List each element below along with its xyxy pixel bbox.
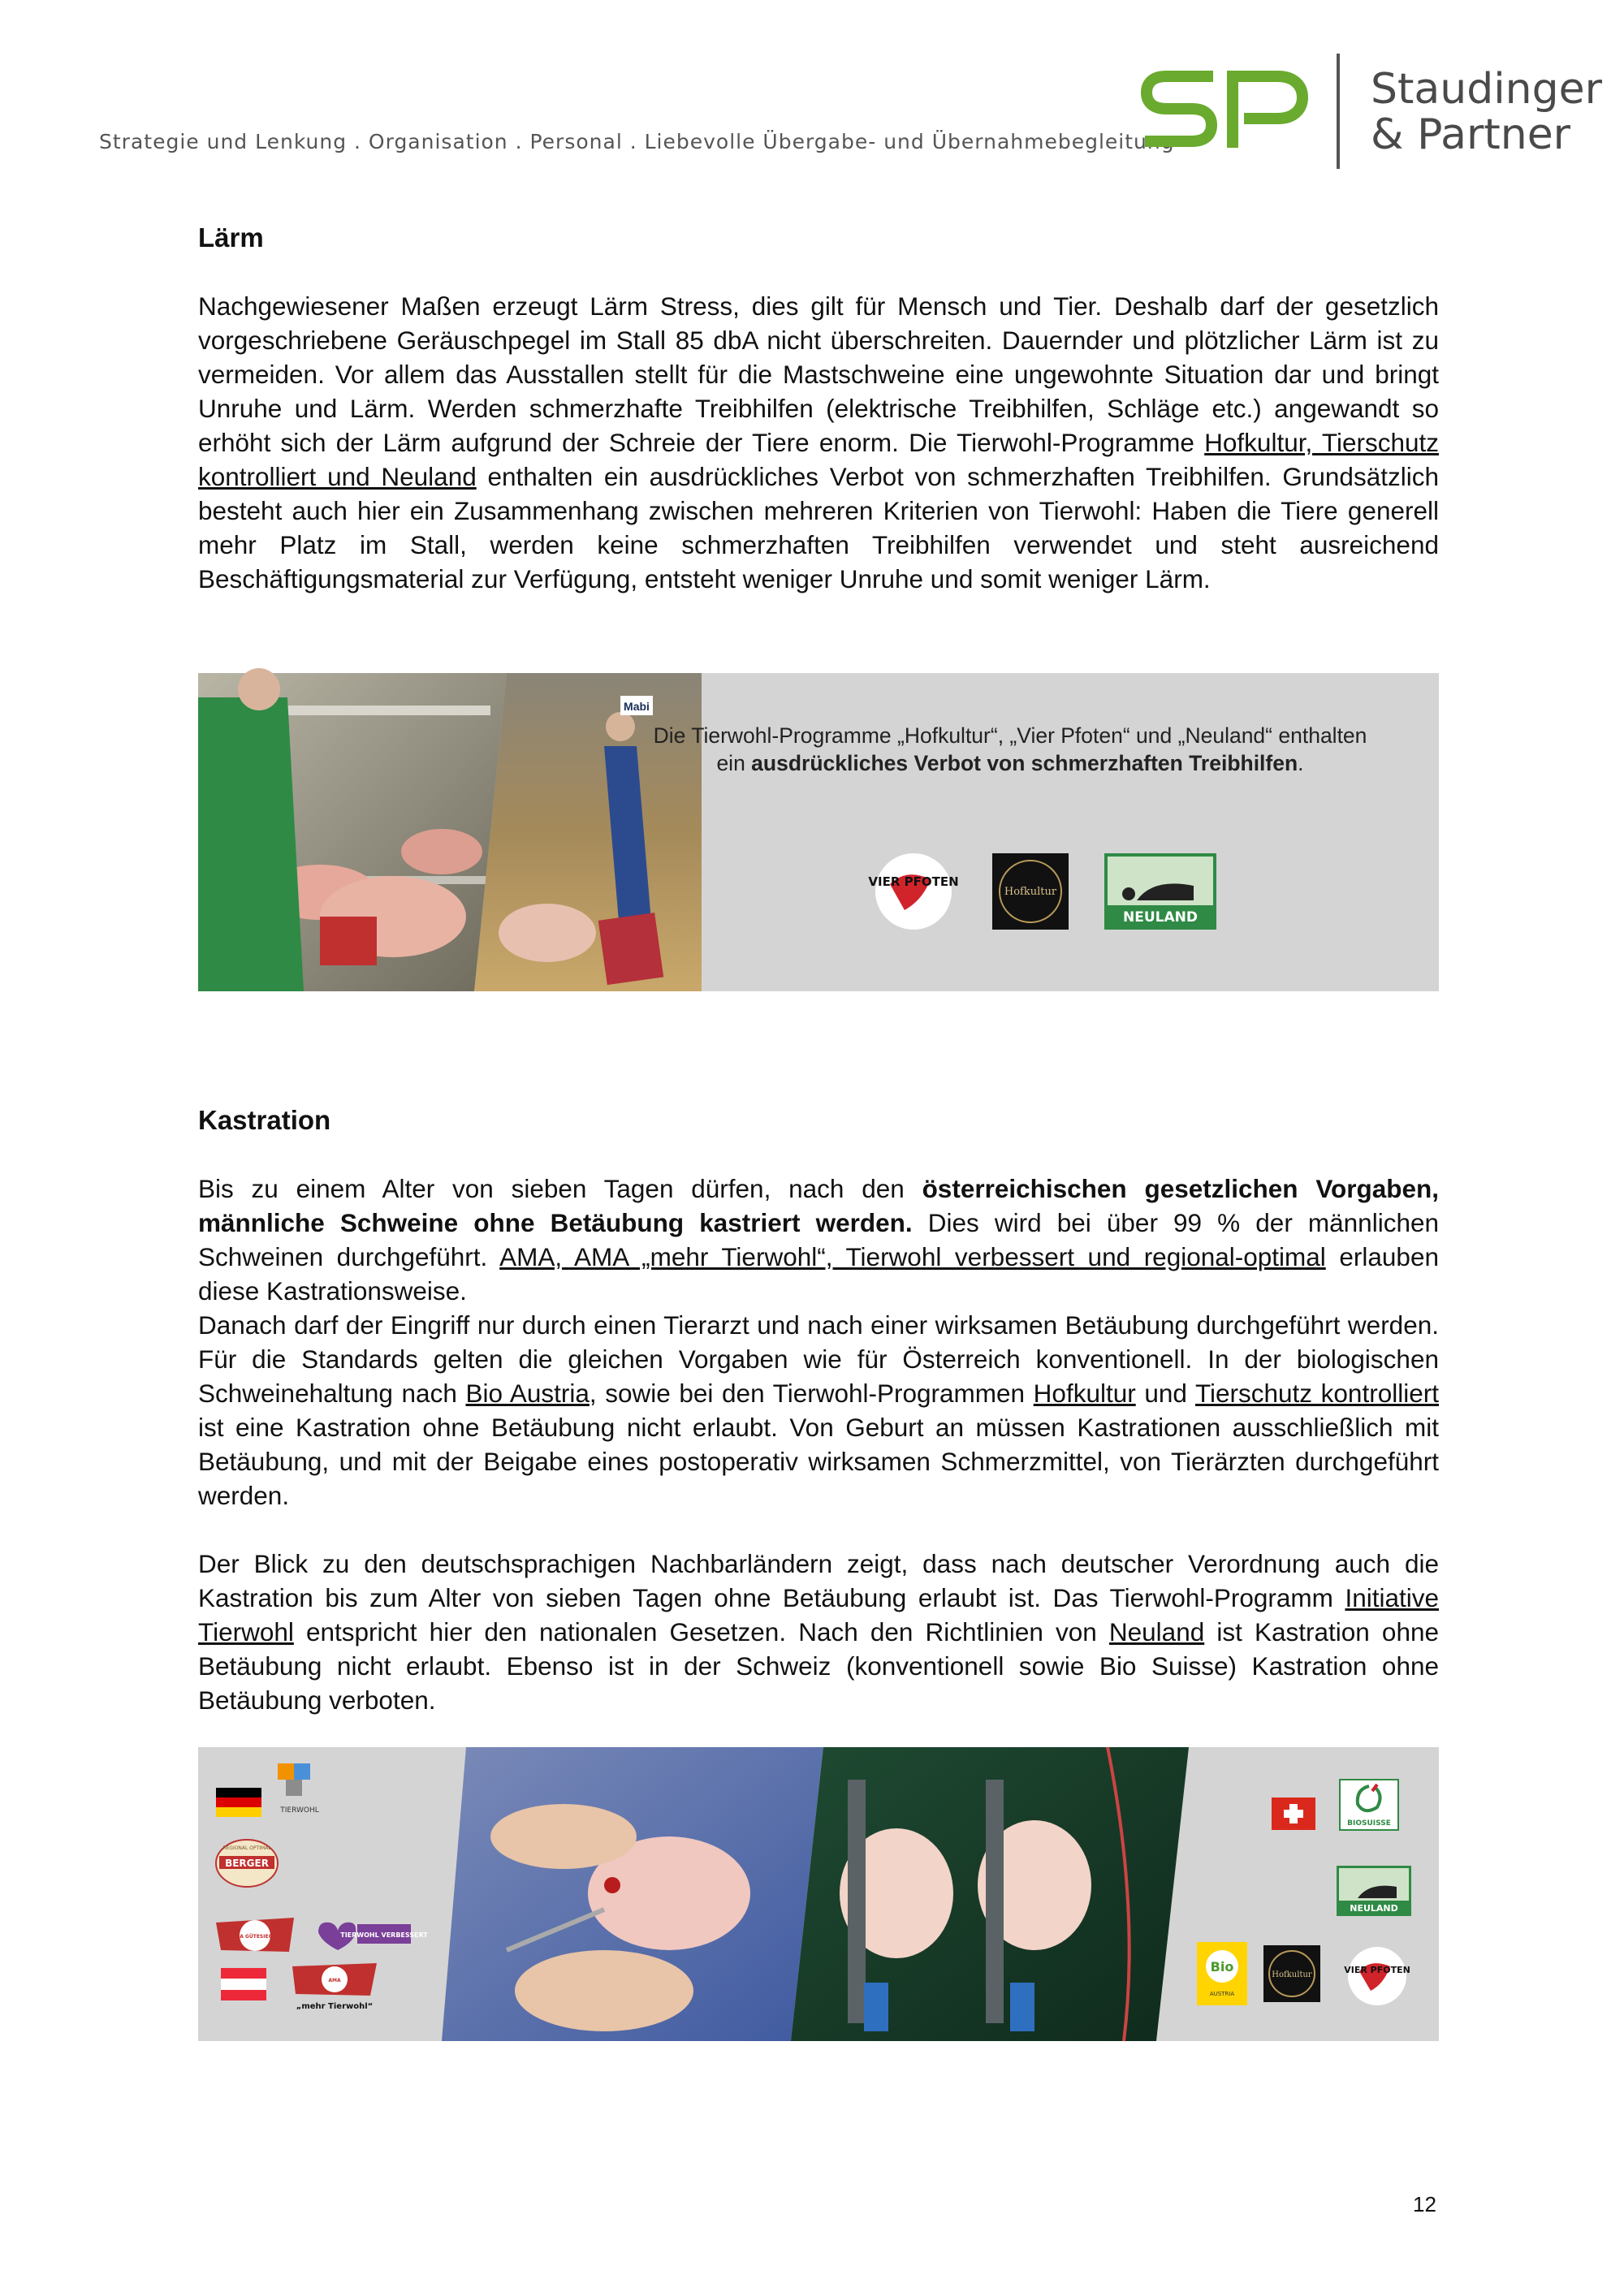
neuland-logo-2 — [1337, 1866, 1411, 1916]
banner-kastration — [198, 1747, 1439, 2041]
svg-text:TIERWOHL: TIERWOHL — [280, 1806, 319, 1815]
vier-pfoten-logo-2 — [1346, 1945, 1408, 2007]
sp-logo-mark — [1138, 63, 1309, 154]
vier-pfoten-text: VIER PFOTEN — [868, 874, 959, 889]
page-number: 12 — [1413, 2192, 1436, 2216]
bio-austria-logo — [1197, 1942, 1247, 2005]
svg-text:NEULAND: NEULAND — [1350, 1903, 1398, 1914]
hofkultur-logo — [992, 853, 1069, 930]
svg-text:VIER PFOTEN: VIER PFOTEN — [1344, 1965, 1410, 1975]
svg-text:TIERWOHL VERBESSERT: TIERWOHL VERBESSERT — [340, 1931, 428, 1939]
logo-divider — [1337, 54, 1340, 169]
initiative-tierwohl-logo — [274, 1762, 325, 1817]
link-neuland[interactable]: Neuland — [1108, 1617, 1205, 1646]
neuland-logo — [1104, 853, 1216, 930]
svg-text:BERGER: BERGER — [225, 1858, 269, 1869]
vier-pfoten-logo — [868, 852, 959, 931]
ama-mehr-tierwohl-logo — [289, 1960, 380, 2013]
link-initiative-tierwohl[interactable]: Initiative Tierwohl — [198, 1583, 1439, 1646]
svg-text:AMA GÜTESIEGEL: AMA GÜTESIEGEL — [231, 1934, 279, 1940]
link-hofkultur[interactable]: Hofkultur — [1033, 1379, 1136, 1408]
photo-castration — [442, 1747, 1189, 2041]
banner-treibhilfen — [198, 673, 1439, 991]
link-bio-austria[interactable]: Bio Austria — [465, 1379, 590, 1408]
company-name-line1: Staudinger — [1371, 65, 1603, 114]
paragraph-kastration-1: Bis zu einem Alter von sieben Tagen dürfen, nach den österreichischen gesetzlichen Vorgaben, männliche Schweine ohne Betäubung kastriert werden. Dies wird bei über 99 % der männlichen Schweinen durchgeführt. AMA, AMA „mehr Tierwohl“, Tierwohl verbessert und regional-optimal erlauben diese Kastrationsweise. — [198, 1174, 1440, 1306]
photo-pigs-loading — [198, 673, 702, 991]
section-title-laerm: Lärm — [198, 222, 264, 252]
paragraph-laerm: Nachgewiesener Maßen erzeugt Lärm Stress, dies gilt für Mensch und Tier. Deshalb darf der gesetzlich vorgeschriebene Geräuschpegel im Stall 85 dbA nicht überschreiten. Dauernder und plötzlicher Lärm ist zu vermeiden. Vor allem das Ausstallen stellt für die Mastschweine eine ungewohnte Situation dar und bringt Unruhe und Lärm. Werden schmerzhafte Treibhilfen (elektrische Treibhilfen, Schläge etc.) angewandt so erhöht sich der Lärm aufgrund der Schreie der Tiere enorm. Die Tierwohl-Programme Hofkultur, Tierschutz kontrolliert und Neuland enthalten ein ausdrückliches Verbot von schmerzhaften Treibhilfen. Grundsätzlich besteht auch hier ein Zusammenhang zwischen mehreren Kriterien von Tierwohl: Haben die Tiere generell mehr Platz im Stall, werden keine schmerzhaften Treibhilfen verwendet und steht ausreichend Beschäftigungsmaterial zur Verfügung, entsteht weniger Unruhe und somit weniger Lärm. — [198, 291, 1439, 593]
germany-flag-icon — [216, 1788, 261, 1817]
austria-flag-icon — [221, 1968, 266, 2000]
neuland-text: NEULAND — [1123, 909, 1198, 926]
svg-text:AMA: AMA — [328, 1978, 341, 1983]
header-tagline: Strategie und Lenkung . Organisation . Personal . Liebevolle Übergabe- und Übernahmebegleitung — [99, 130, 1175, 153]
paragraph-kastration-2: Danach darf der Eingriff nur durch einen Tierarzt und nach einer wirksamen Betäubung durchgeführt werden. Für die Standards gelten die gleichen Vorgaben wie für Österreich konventionell. In der biologischen Schweinehaltung nach Bio Austria, sowie bei den Tierwohl-Programmen Hofkultur und Tierschutz kontrolliert ist eine Kastration ohne Betäubung nicht erlaubt. Von Geburt an müssen Kastrationen ausschließlich mit Betäubung, und mit der Beigabe eines postoperativ wirksamen Schmerzmittel, von Tierärzten durchgeführt werden. — [198, 1310, 1439, 1510]
svg-text:„mehr Tierwohl“: „mehr Tierwohl“ — [296, 2002, 374, 2011]
link-ama-tierwohl-programs[interactable]: AMA, AMA „mehr Tierwohl“, Tierwohl verbessert und regional-optimal — [499, 1242, 1326, 1271]
link-hofkultur-tierschutz-neuland[interactable]: Hofkultur, Tierschutz kontrolliert und Neuland — [198, 428, 1439, 491]
tierwohl-verbessert-logo — [312, 1916, 428, 1953]
ama-guetesiegel-logo — [213, 1914, 297, 1955]
company-name — [1371, 67, 1602, 158]
company-name-line2: & Partner — [1371, 110, 1571, 159]
bio-suisse-logo — [1340, 1780, 1398, 1830]
hofkultur-logo-2 — [1263, 1945, 1320, 2002]
section-title-kastration: Kastration — [198, 1105, 331, 1135]
banner1-text: Die Tierwohl-Programme „Hofkultur“, „Vier Pfoten“ und „Neuland“ enthalten ein ausdrückliches Verbot von schmerzhaften Treibhilfen. — [653, 723, 1367, 775]
link-tierschutz-kontrolliert[interactable]: Tierschutz kontrolliert — [1194, 1379, 1439, 1408]
svg-text:AUSTRIA: AUSTRIA — [1209, 1991, 1235, 1997]
svg-text:Hofkultur: Hofkultur — [1272, 1970, 1312, 1979]
shirt-label: Mabi — [624, 700, 650, 713]
regional-optimal-logo — [214, 1838, 279, 1888]
hofkultur-text: Hofkultur — [1004, 886, 1057, 898]
svg-text:REGIONAL OPTIMAL: REGIONAL OPTIMAL — [222, 1845, 271, 1851]
paragraph-kastration-3: Der Blick zu den deutschsprachigen Nachbarländern zeigt, dass nach deutscher Verordnung auch die Kastration bis zum Alter von sieben Tagen ohne Betäubung erlaubt ist. Das Tierwohl-Programm Initiative Tierwohl entspricht hier den nationalen Gesetzen. Nach den Richtlinien von Neuland ist Kastration ohne Betäubung nicht erlaubt. Ebenso ist in der Schweiz (konventionell sowie Bio Suisse) Kastration ohne Betäubung verboten. — [198, 1549, 1439, 1715]
svg-text:Bio: Bio — [1210, 1959, 1234, 1974]
svg-text:BIOSUISSE: BIOSUISSE — [1347, 1819, 1391, 1828]
switzerland-flag-icon — [1272, 1798, 1315, 1830]
